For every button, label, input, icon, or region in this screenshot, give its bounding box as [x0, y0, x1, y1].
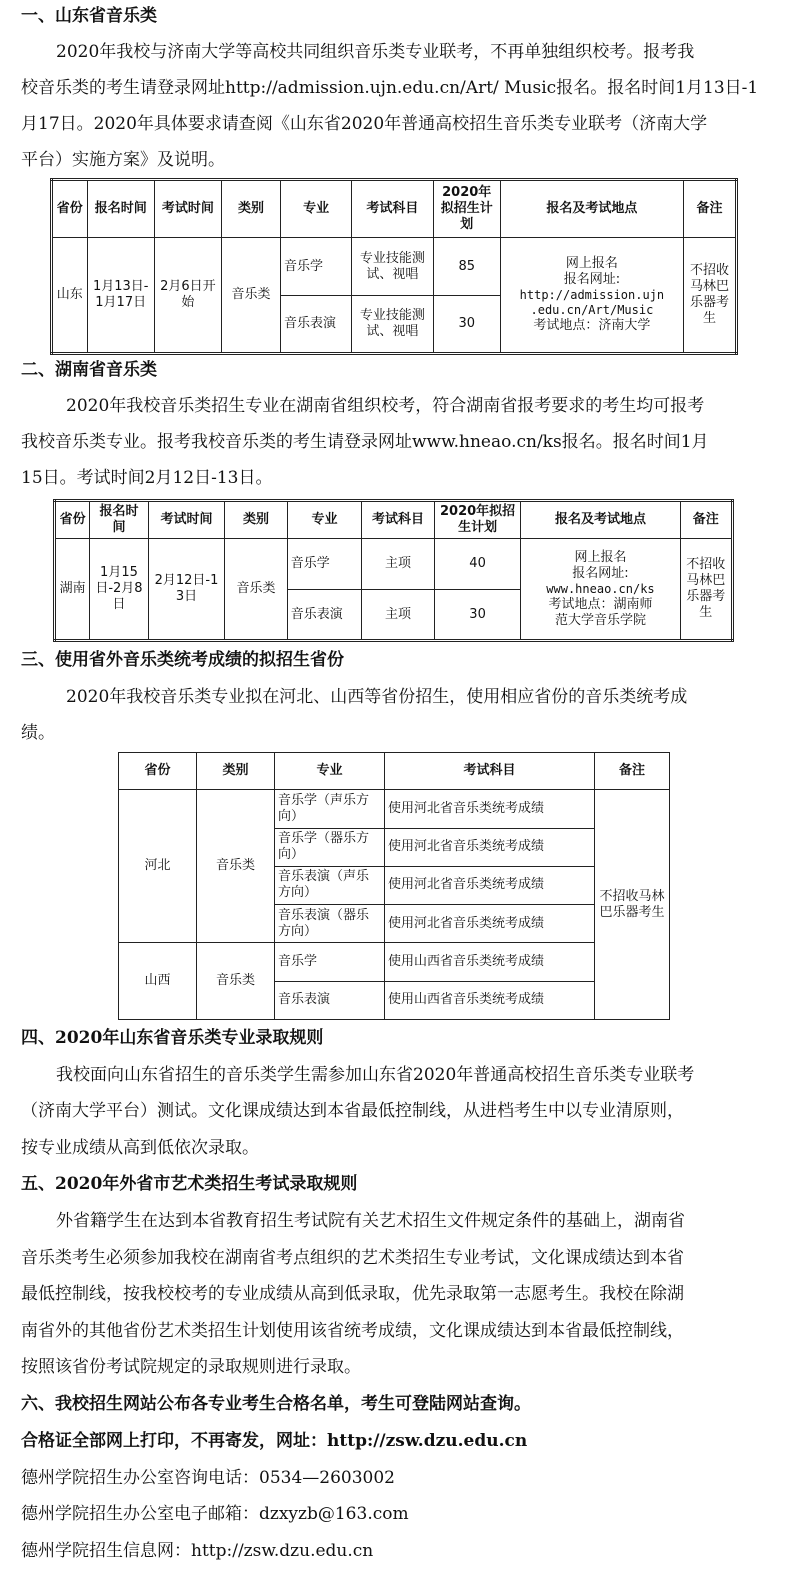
table-row: [52, 238, 737, 296]
header-cell: 考试科目: [362, 501, 435, 539]
header-cell: 类别: [225, 501, 287, 539]
major-cell: 音乐学（声乐方向）: [275, 790, 385, 828]
header-cell: 专业: [287, 501, 362, 539]
header-cell: 省份: [52, 180, 88, 238]
major-cell: 音乐表演: [287, 590, 362, 641]
location-cell: [500, 238, 683, 354]
location-line: 范大学音乐学院: [554, 612, 646, 628]
major-cell: 音乐表演（器乐方向）: [275, 905, 385, 943]
location-line: 考试地点：湖南师: [548, 596, 653, 612]
section-5-line: 南省外的其他省份艺术类招生计划使用该省统考成绩，文化课成绩达到本省最低控制线，: [21, 1321, 684, 1341]
location-url-line: .edu.cn/Art/Music: [530, 303, 654, 317]
section-1-line: 月17日。2020年具体要求请查阅《山东省2020年普通高校招生音乐类专业联考（济南大学: [21, 114, 708, 134]
location-line: 网上报名: [574, 549, 627, 565]
subject-cell: 使用河北省音乐类统考成绩: [385, 905, 595, 943]
note-cell: 不招收马林巴乐器考生: [680, 539, 732, 641]
subject-cell: 专业技能测试、视唱: [352, 238, 433, 296]
header-cell: 省份: [119, 753, 197, 790]
section-4-heading: 四、2020年山东省音乐类专业录取规则: [21, 1028, 324, 1048]
section-1-heading: 一、山东省音乐类: [21, 6, 157, 26]
location-url-line: http://admission.ujn: [519, 288, 665, 302]
header-cell: 报名时间: [90, 501, 148, 539]
major-cell: 音乐表演（声乐方向）: [275, 866, 385, 904]
province-cell: 河北: [119, 790, 197, 943]
province-cell: 山东: [52, 238, 88, 354]
section-2-line: 我校音乐类专业。报考我校音乐类的考生请登录网址www.hneao.cn/ks报名。报名时间1月: [21, 432, 709, 452]
subject-cell: 主项: [362, 590, 435, 641]
category-cell: 音乐类: [221, 238, 280, 354]
major-cell: 音乐表演: [280, 296, 351, 354]
exam-time-cell: 2月12日-13日: [148, 539, 225, 641]
plan-cell: 85: [433, 238, 500, 296]
header-cell: 2020年拟招生计划: [433, 180, 500, 238]
plan-cell: 30: [433, 296, 500, 354]
subject-cell: 使用山西省音乐类统考成绩: [385, 943, 595, 981]
province-cell: 湖南: [55, 539, 90, 641]
other-provinces-table: [118, 752, 670, 1020]
header-cell: 省份: [55, 501, 90, 539]
header-cell: 考试时间: [154, 180, 221, 238]
header-cell: 备注: [680, 501, 732, 539]
header-cell: 报名及考试地点: [500, 180, 683, 238]
reg-time-cell: 1月13日-1月17日: [87, 238, 154, 354]
section-3-line: 绩。: [21, 723, 55, 743]
section-3-heading: 三、使用省外音乐类统考成绩的拟招生省份: [21, 650, 344, 670]
header-cell: 专业: [280, 180, 351, 238]
major-cell: 音乐表演: [275, 981, 385, 1019]
location-line: 考试地点：济南大学: [533, 318, 651, 333]
header-cell: 考试科目: [352, 180, 433, 238]
hunan-table: [53, 499, 734, 642]
section-5-line: 按照该省份考试院规定的录取规则进行录取。: [21, 1357, 361, 1377]
note-cell: 不招收马林巴乐器考生: [595, 790, 670, 1020]
section-3-line: 2020年我校音乐类专业拟在河北、山西等省份招生，使用相应省份的音乐类统考成: [66, 687, 688, 707]
section-1-line: 平台）实施方案》及说明。: [21, 150, 225, 170]
section-4-line: 我校面向山东省招生的音乐类学生需参加山东省2020年普通高校招生音乐类专业联考: [56, 1065, 695, 1085]
section-4-line: （济南大学平台）测试。文化课成绩达到本省最低控制线，从进档考生中以专业清原则，: [21, 1101, 684, 1121]
contact-email: 德州学院招生办公室电子邮箱：dzxyzb@163.com: [21, 1504, 409, 1524]
location-url-line: www.hneao.cn/ks: [546, 581, 655, 596]
major-cell: 音乐学（器乐方向）: [275, 828, 385, 866]
subject-cell: 使用河北省音乐类统考成绩: [385, 790, 595, 828]
location-line: 报名网址:: [572, 565, 629, 581]
major-cell: 音乐学: [287, 539, 362, 590]
table-row: [119, 790, 670, 828]
section-2-line: 2020年我校音乐类招生专业在湖南省组织校考，符合湖南省报考要求的考生均可报考: [66, 396, 705, 416]
certificate-notice: 合格证全部网上打印，不再寄发，网址：http://zsw.dzu.edu.cn: [21, 1431, 528, 1451]
header-cell: 类别: [221, 180, 280, 238]
section-2-heading: 二、湖南省音乐类: [21, 360, 157, 380]
exam-time-cell: 2月6日开始: [154, 238, 221, 354]
location-cell: [521, 539, 680, 641]
category-cell: 音乐类: [197, 943, 275, 1020]
plan-cell: 40: [434, 539, 521, 590]
location-line: 网上报名: [565, 256, 618, 271]
subject-cell: 主项: [362, 539, 435, 590]
section-4-line: 按专业成绩从高到低依次录取。: [21, 1138, 259, 1158]
section-1-line: 2020年我校与济南大学等高校共同组织音乐类专业联考，不再单独组织校考。报考我: [56, 42, 695, 62]
major-cell: 音乐学: [275, 943, 385, 981]
reg-time-cell: 1月15日-2月8日: [90, 539, 148, 641]
category-cell: 音乐类: [197, 790, 275, 943]
table-header-row: [52, 180, 737, 238]
section-5-line: 音乐类考生必须参加我校在湖南省考点组织的艺术类招生专业考试，文化课成绩达到本省: [21, 1248, 684, 1268]
table-row: [119, 943, 670, 981]
header-cell: 备注: [595, 753, 670, 790]
header-cell: 类别: [197, 753, 275, 790]
contact-phone: 德州学院招生办公室咨询电话：0534—2603002: [21, 1468, 395, 1488]
subject-cell: 使用河北省音乐类统考成绩: [385, 866, 595, 904]
header-cell: 报名时间: [87, 180, 154, 238]
table-header-row: [55, 501, 733, 539]
province-cell: 山西: [119, 943, 197, 1020]
table-row: [55, 539, 733, 590]
header-cell: 2020年拟招生计划: [434, 501, 521, 539]
section-5-line: 外省籍学生在达到本省教育招生考试院有关艺术招生文件规定条件的基础上，湖南省: [56, 1211, 685, 1231]
plan-cell: 30: [434, 590, 521, 641]
header-cell: 备注: [684, 180, 737, 238]
section-5-line: 最低控制线，按我校校考的专业成绩从高到低录取，优先录取第一志愿考生。我校在除湖: [21, 1284, 684, 1304]
header-cell: 考试科目: [385, 753, 595, 790]
header-cell: 专业: [275, 753, 385, 790]
shandong-table: [50, 178, 738, 355]
location-line: 报名网址:: [563, 272, 621, 287]
note-cell: 不招收马林巴乐器考生: [684, 238, 737, 354]
section-5-heading: 五、2020年外省市艺术类招生考试录取规则: [21, 1174, 358, 1194]
header-cell: 报名及考试地点: [521, 501, 680, 539]
contact-website: 德州学院招生信息网：http://zsw.dzu.edu.cn: [21, 1541, 374, 1561]
major-cell: 音乐学: [280, 238, 351, 296]
category-cell: 音乐类: [225, 539, 287, 641]
table-header-row: [119, 753, 670, 790]
section-6-heading: 六、我校招生网站公布各专业考生合格名单，考生可登陆网站查询。: [21, 1394, 531, 1414]
subject-cell: 使用河北省音乐类统考成绩: [385, 828, 595, 866]
section-1-line: 校音乐类的考生请登录网址http://admission.ujn.edu.cn/Art/ Music报名。报名时间1月13日-1: [21, 78, 759, 98]
subject-cell: 使用山西省音乐类统考成绩: [385, 981, 595, 1019]
section-2-line: 15日。考试时间2月12日-13日。: [21, 468, 273, 488]
header-cell: 考试时间: [148, 501, 225, 539]
subject-cell: 专业技能测试、视唱: [352, 296, 433, 354]
